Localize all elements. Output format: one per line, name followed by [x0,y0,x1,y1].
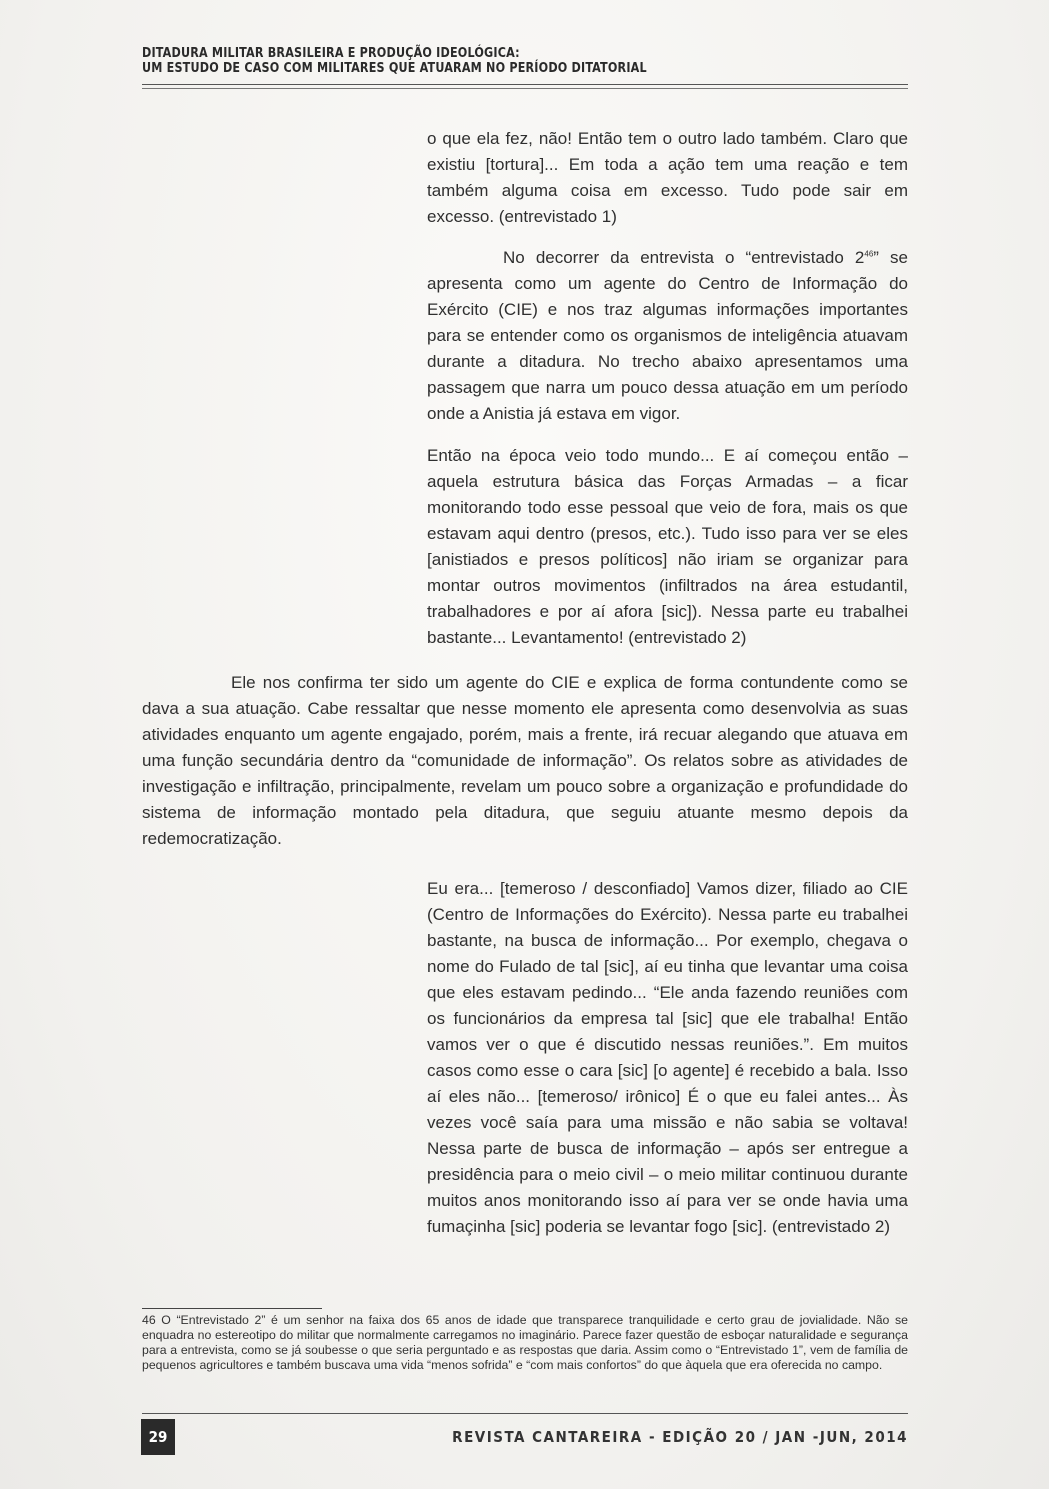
page-number: 29 [141,1419,175,1455]
quote-text: o que ela fez, não! Então tem o outro lado também. Claro que existiu [tortura]... Em toda a ação tem uma reação e tem também alguma coisa em excesso. Tudo pode sair em excesso. (entrevistado 1) [427,129,908,226]
paragraph-text-part-2: ” se apresenta como um agente do Centro de Informação do Exército (CIE) e nos traz algumas informações importantes para se entender como os organismos de inteligência atuavam durante a ditadura. No trecho abaixo apresentamos uma passagem que narra um pouco dessa atuação em um período onde a Anistia já estava em vigor. [427,248,909,423]
block-quote-2 [427,443,908,651]
paragraph-text [427,245,908,427]
quote-text: Então na época veio todo mundo... E aí começou então – aquela estrutura básica das Forças Armadas – a ficar monitorando todo esse pessoal que veio de fora, mais os que estavam aqui dentro (presos, etc.). Tudo isso para ver se eles [anistiados e presos políticos] não iriam se organizar para montar outros movimentos (infiltrados na área estudantil, trabalhadores e por aí afora [sic]). Nessa parte eu trabalhei bastante... Levantamento! (entrevistado 2) [427,446,908,647]
running-header [142,46,908,76]
footnote-reference[interactable]: 46 [864,249,874,259]
block-quote-3 [427,876,908,1240]
journal-footer: REVISTA CANTAREIRA - EDIÇÃO 20 / JAN -JUN, 2014 [452,1428,908,1446]
footnote-text: 46 O “Entrevistado 2” é um senhor na faixa dos 65 anos de idade que transparece tranquilidade e certo grau de jovialidade. Não se enquadra no estereotipo do militar que normalmente carregamos no imaginário. Parece fazer questão de esboçar naturalidade e segurança para a entrevista, como se já soubesse o que seria perguntado e as respostas que daria. Assim como o “Entrevistado 1”, vem de família de pequenos agricultores e também buscava uma vida “menos sofrida” e “com mais confortos” do que àquela que era oferecida no campo. [142,1313,908,1372]
header-divider [142,84,908,85]
footer-divider [142,1413,908,1414]
footnote [142,1313,908,1373]
paragraph-text: Ele nos confirma ter sido um agente do CIE e explica de forma contundente como se dava a sua atuação. Cabe ressaltar que nesse momento ele apresenta como desenvolvia as suas atividades enquanto um agente engajado, porém, mais a frente, irá recuar alegando que atuava em uma função secundária dentro da “comunidade de informação”. Os relatos sobre as atividades de investigação e infiltração, principalmente, revelam um pouco sobre a organização e profundidade do sistema de informação montado pela ditadura, que seguiu atuante mesmo depois da redemocratização. [142,673,908,848]
quote-text: Eu era... [temeroso / desconfiado] Vamos dizer, filiado ao CIE (Centro de Informações do Exército). Nessa parte eu trabalhei bastante, na busca de informação... Por exemplo, chegava o nome do Fulado de tal [sic], aí eu tinha que levantar uma coisa que eles estavam pedindo... “Ele anda fazendo reuniões com os funcionários da empresa tal [sic] que ele trabalha! Então vamos ver o que é discutido nessas reuniões.”. Em muitos casos como esse o cara [sic] [o agente] é recebido a bala. Isso aí eles não... [temeroso/ irônico] É o que eu falei antes... Às vezes você saía para uma missão e não sabia se voltava! Nessa parte de busca de informação – após ser entregue a presidência para o meio civil – o meio militar continuou durante muitos anos monitorando isso aí para ver se onde havia uma fumaçinha [sic] poderia se levantar fogo [sic]. (entrevistado 2) [427,879,908,1236]
paragraph-text-part-1: No decorrer da entrevista o “entrevistado 2 [503,248,865,267]
footnote-divider [142,1308,322,1309]
header-title-line-2: UM ESTUDO DE CASO COM MILITARES QUE ATUARAM NO PERÍODO DITATORIAL [142,60,647,76]
header-divider-thin [142,88,908,89]
block-quote-1 [427,126,908,230]
header-title-line-1: DITADURA MILITAR BRASILEIRA E PRODUÇÃO IDEOLÓGICA: [142,45,520,61]
body-paragraph-2 [142,670,908,852]
body-paragraph-1 [427,245,908,427]
